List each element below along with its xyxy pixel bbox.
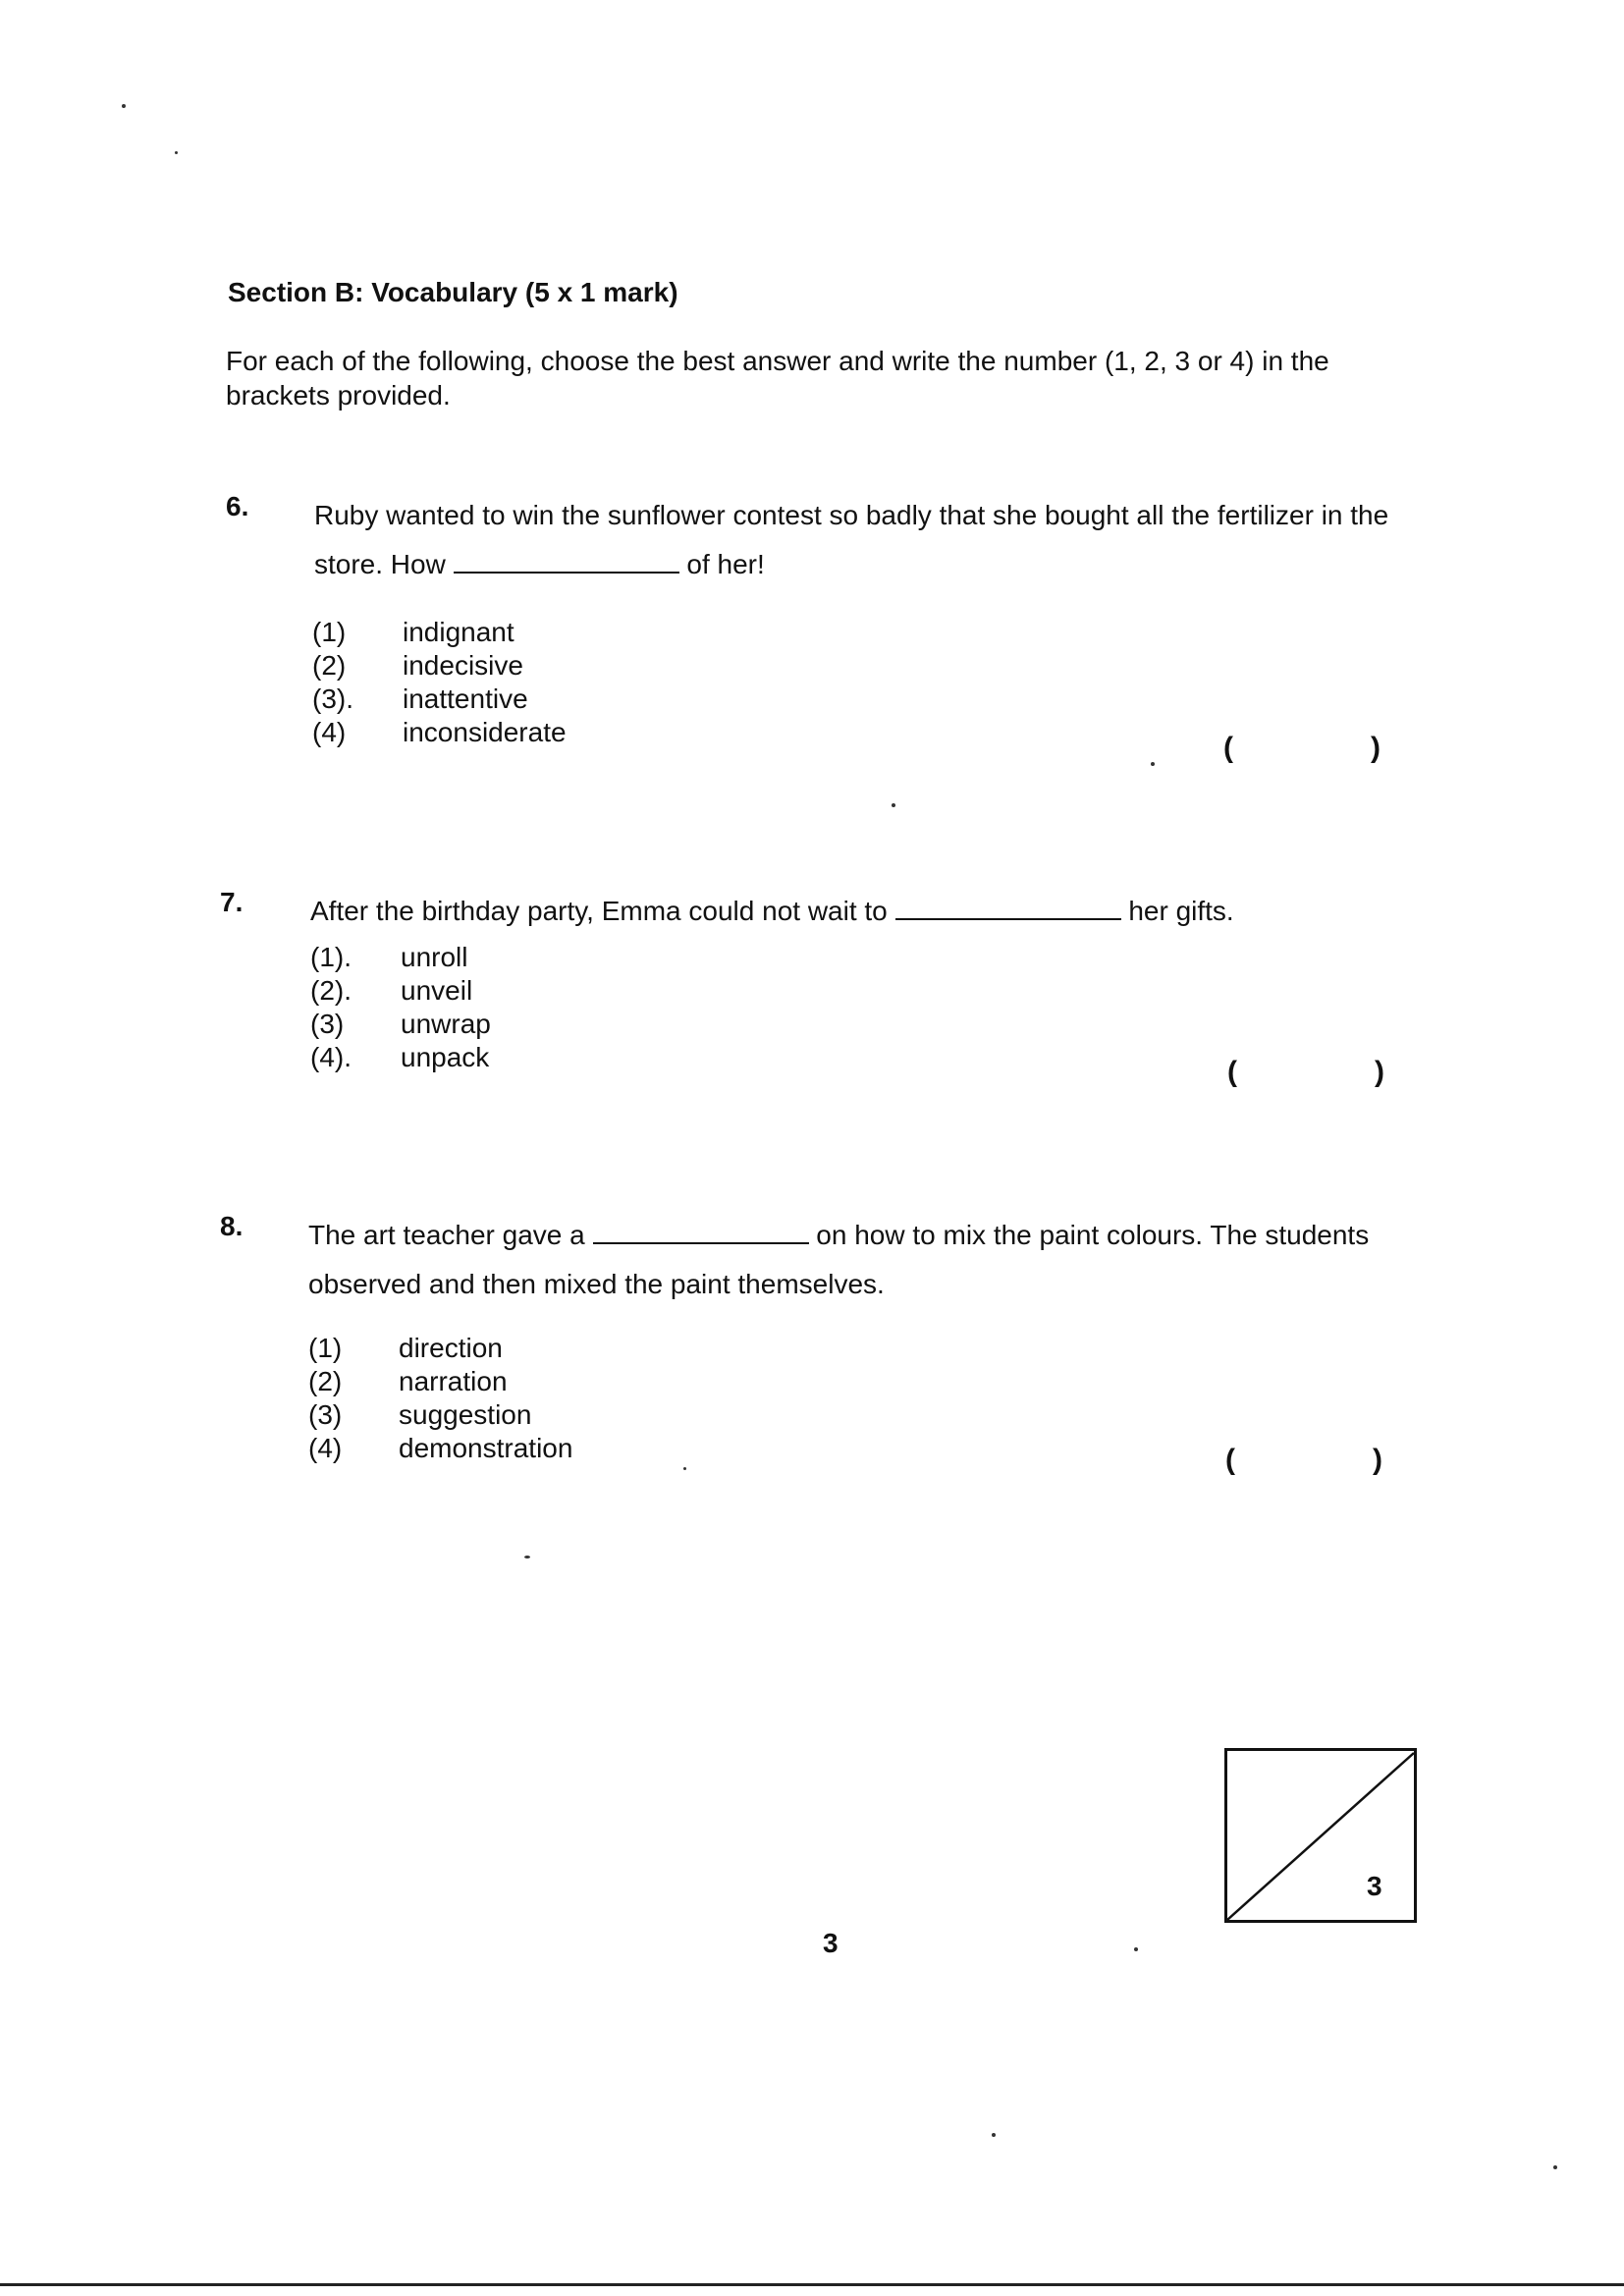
option-label: (1) [312, 617, 347, 647]
question-7-options [310, 941, 491, 1074]
question-7-option-2 [310, 974, 491, 1008]
option-text: demonstration [399, 1433, 573, 1463]
mark-box [1224, 1748, 1417, 1923]
scan-speck [122, 104, 126, 108]
question-6-options [312, 616, 567, 749]
question-7-stem-end: her gifts. [1128, 896, 1234, 926]
question-8-option-3 [308, 1398, 572, 1432]
option-text: unpack [401, 1042, 490, 1072]
question-6-answer-bracket-close: ) [1371, 732, 1380, 764]
question-8-option-4 [308, 1432, 572, 1465]
question-7-option-1 [310, 941, 491, 974]
question-6-option-2 [312, 649, 567, 683]
scan-speck [1553, 2165, 1557, 2169]
mark-box-diagonal [1227, 1753, 1414, 1920]
scan-speck [524, 1556, 530, 1558]
option-label: (4) [312, 717, 347, 747]
scan-speck [992, 2133, 996, 2137]
option-text: narration [399, 1366, 508, 1396]
question-8-stem: The art teacher gave a [308, 1220, 585, 1250]
scan-speck [1134, 1947, 1138, 1951]
section-instructions: For each of the following, choose the best answer and write the number (1, 2, 3 or 4) in the brackets provided. [226, 346, 1329, 410]
scan-speck [1151, 762, 1155, 766]
question-7-answer-bracket-close: ) [1375, 1056, 1384, 1088]
option-label: (3). [312, 683, 353, 714]
option-label: (1) [308, 1333, 343, 1363]
option-label: (4). [310, 1042, 352, 1072]
question-7-option-3 [310, 1008, 491, 1041]
question-7-blank [895, 897, 1121, 920]
question-8-number: 8. [220, 1211, 244, 1241]
option-text: unroll [401, 942, 468, 972]
option-label: (2). [310, 975, 352, 1006]
option-label: (3) [310, 1009, 345, 1039]
question-7-text [310, 887, 1449, 936]
question-6-number: 6. [226, 491, 249, 521]
question-6-blank [454, 550, 679, 574]
question-8-text [308, 1211, 1457, 1309]
question-6-answer-bracket-open: ( [1223, 732, 1233, 764]
question-8-answer-bracket-open: ( [1225, 1444, 1235, 1476]
option-label: (4) [308, 1433, 343, 1463]
question-6-option-3 [312, 683, 567, 716]
scan-speck [175, 151, 178, 154]
option-label: (3) [308, 1399, 343, 1430]
question-6-text [314, 491, 1434, 589]
page-number: 3 [823, 1928, 839, 1958]
question-7-answer-bracket-open: ( [1227, 1056, 1237, 1088]
question-6-stem: Ruby wanted to win the sunflower contest so badly that she bought all the fertilizer in the store. How [314, 500, 1389, 579]
question-8-blank [593, 1221, 809, 1244]
scan-speck [683, 1467, 686, 1470]
option-text: inconsiderate [403, 717, 567, 747]
option-text: indignant [403, 617, 514, 647]
option-text: direction [399, 1333, 503, 1363]
question-6-stem-end: of her! [686, 549, 765, 579]
section-title: Section B: Vocabulary (5 x 1 mark) [228, 277, 678, 307]
option-label: (2) [312, 650, 347, 681]
option-text: unveil [401, 975, 473, 1006]
option-label: (2) [308, 1366, 343, 1396]
question-6-option-4 [312, 716, 567, 749]
option-text: indecisive [403, 650, 523, 681]
bottom-rule [0, 2283, 1624, 2286]
question-8-option-2 [308, 1365, 572, 1398]
question-7-number: 7. [220, 887, 244, 917]
question-8-options [308, 1332, 572, 1465]
scan-speck [892, 803, 895, 807]
question-7-option-4 [310, 1041, 491, 1074]
question-8-option-1 [308, 1332, 572, 1365]
mark-box-total: 3 [1367, 1871, 1382, 1901]
mark-box-frame [1224, 1748, 1417, 1923]
question-6-option-1 [312, 616, 567, 649]
option-text: inattentive [403, 683, 528, 714]
question-8-stem-end: on how to mix the paint colours. The students observed and then mixed the paint themselves. [308, 1220, 1370, 1299]
question-7-stem: After the birthday party, Emma could not wait to [310, 896, 888, 926]
option-text: unwrap [401, 1009, 491, 1039]
option-label: (1). [310, 942, 352, 972]
option-text: suggestion [399, 1399, 532, 1430]
question-8-answer-bracket-close: ) [1373, 1444, 1382, 1476]
